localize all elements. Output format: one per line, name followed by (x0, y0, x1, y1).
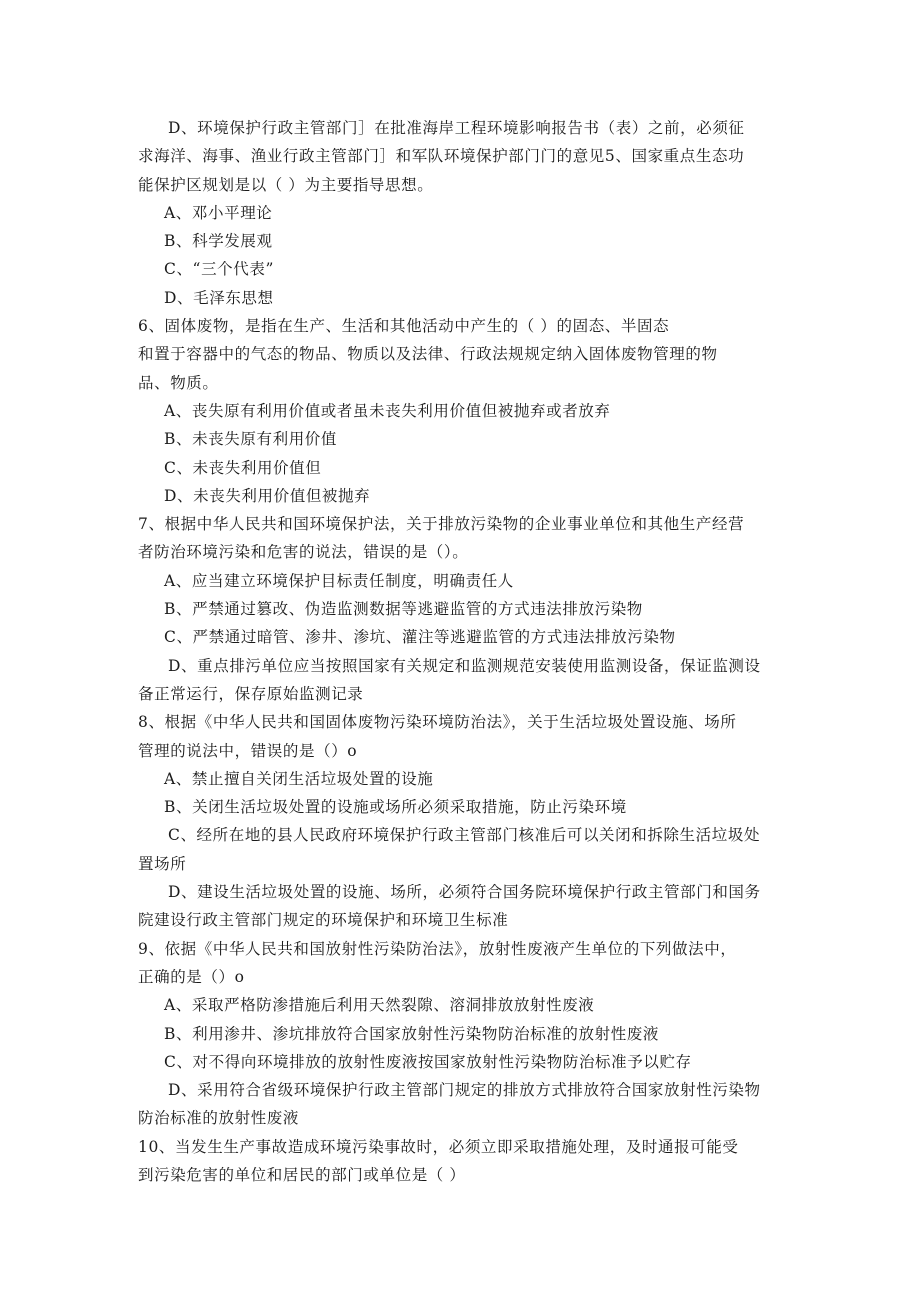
text-line: D、建设生活垃圾处置的设施、场所，必须符合国务院环境保护行政主管部门和国务 (168, 883, 761, 902)
text-line: 者防治环境污染和危害的说法，错误的是（）。 (138, 543, 469, 562)
text-line: C、“三个代表” (164, 260, 275, 279)
text-line: 防治标准的放射性废液 (138, 1109, 300, 1128)
text-line: A、丧失原有利用价值或者虽未丧失利用价值但被抛弃或者放弃 (164, 401, 611, 420)
text-line: B、未丧失原有利用价值 (164, 430, 337, 449)
text-line: D、环境保护行政主管部门］在批准海岸工程环境影响报告书（表）之前，必须征 (168, 119, 745, 137)
text-line: 能保护区规划是以（ ）为主要指导思想。 (138, 175, 434, 194)
text-line: D、重点排污单位应当按照国家有关规定和监测规范安装使用监测设备，保证监测设 (168, 656, 761, 675)
text-line: D、采用符合省级环境保护行政主管部门规定的排放方式排放符合国家放射性污染物 (168, 1081, 761, 1100)
text-line: 8、根据《中华人民共和国固体废物污染环境防治法》，关于生活垃圾处置设施、场所 (138, 713, 737, 732)
text-line: B、严禁通过篡改、伪造监测数据等逃避监管的方式违法排放污染物 (164, 600, 643, 619)
text-line: B、科学发展观 (164, 232, 273, 251)
text-line: A、邓小平理论 (164, 203, 273, 222)
text-line: 正确的是（）o (138, 967, 245, 986)
text-line: A、应当建立环境保护目标责任制度，明确责任人 (164, 571, 514, 590)
text-line: 品、物质。 (138, 373, 219, 392)
text-line: 求海洋、海事、渔业行政主管部门］和军队环境保护部门门的意见5、国家重点生态功 (138, 147, 745, 166)
text-line: C、未丧失利用价值但 (164, 458, 322, 477)
text-line: C、对不得向环境排放的放射性废液按国家放射性污染物防治标准予以贮存 (164, 1052, 692, 1071)
text-line: D、毛泽东思想 (164, 288, 274, 307)
text-line: 院建设行政主管部门规定的环境保护和环境卫生标准 (138, 911, 509, 930)
text-line: 6、固体废物，是指在生产、生活和其他活动中产生的（ ）的固态、半固态 (138, 317, 670, 336)
text-line: 管理的说法中，错误的是（）o (138, 741, 358, 760)
text-line: C、严禁通过暗管、渗井、渗坑、灌注等逃避监管的方式违法排放污染物 (164, 628, 676, 647)
text-line: 到污染危害的单位和居民的部门或单位是（ ） (138, 1165, 466, 1184)
text-line: C、经所在地的县人民政府环境保护行政主管部门核准后可以关闭和拆除生活垃圾处 (168, 826, 761, 845)
text-line: 和置于容器中的气态的物品、物质以及法律、行政法规规定纳入固体废物管理的物 (138, 345, 718, 364)
text-line: 7、根据中华人民共和国环境保护法，关于排放污染物的企业事业单位和其他生产经营 (138, 515, 745, 534)
document-body (138, 114, 790, 1189)
text-line: B、利用渗井、渗坑排放符合国家放射性污染物防治标准的放射性废液 (164, 1024, 659, 1043)
text-line: 10、当发生生产事故造成环境污染事故时，必须立即采取措施处理，及时通报可能受 (138, 1137, 739, 1156)
text-line: B、关闭生活垃圾处置的设施或场所必须采取措施，防止污染环境 (164, 798, 627, 817)
text-line: D、未丧失利用价值但被抛弃 (164, 486, 371, 505)
text-line: A、采取严格防渗措施后利用天然裂隙、溶洞排放放射性废液 (164, 996, 595, 1015)
text-line: 置场所 (138, 854, 187, 873)
text-line: 备正常运行，保存原始监测记录 (138, 684, 364, 703)
text-line: 9、依据《中华人民共和国放射性污染防治法》，放射性废液产生单位的下列做法中， (138, 939, 737, 958)
text-line: A、禁止擅自关闭生活垃圾处置的设施 (164, 769, 434, 788)
